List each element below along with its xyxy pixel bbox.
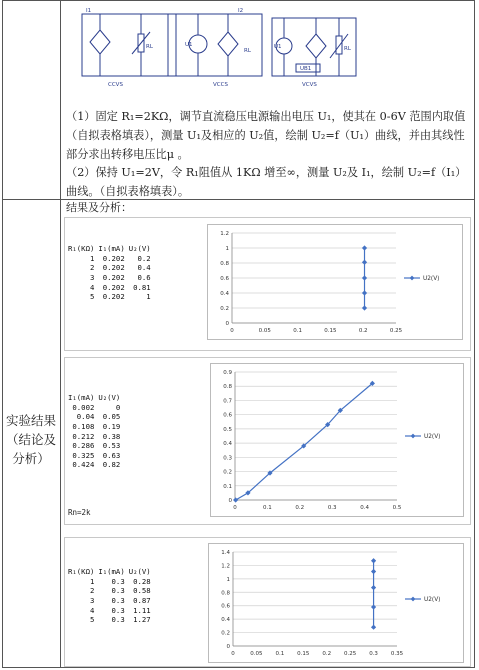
table-cell: 0.3 bbox=[111, 605, 125, 615]
table-row bbox=[66, 403, 122, 413]
x-tick-label: 0.3 bbox=[369, 651, 378, 657]
label-i2: I2 bbox=[238, 8, 244, 14]
table-cell: 5 bbox=[89, 292, 95, 302]
y-tick-label: 0.2 bbox=[223, 469, 232, 476]
label-u1b: U1 bbox=[274, 44, 282, 50]
x-tick-label: 0.1 bbox=[293, 328, 302, 334]
table-cell: 2 bbox=[89, 586, 95, 596]
x-tick-label: 0.1 bbox=[275, 651, 285, 657]
y-tick-label: 0.4 bbox=[220, 291, 229, 297]
x-tick-label: 0.2 bbox=[295, 505, 305, 511]
table-header: I₁(mA) bbox=[68, 393, 95, 403]
label-i1: I1 bbox=[86, 8, 92, 14]
data-point bbox=[371, 625, 376, 630]
table-cell: 4 bbox=[89, 282, 95, 292]
y-tick-label: 1.2 bbox=[220, 231, 229, 237]
data-point bbox=[233, 497, 238, 502]
table-cell: 0.212 bbox=[72, 431, 95, 441]
y-tick-label: 0.6 bbox=[220, 276, 229, 282]
data-table-3 bbox=[66, 567, 153, 625]
y-tick-label: 0.6 bbox=[221, 603, 230, 610]
table-cell: 0.04 bbox=[76, 412, 95, 422]
x-tick-label: 0.2 bbox=[322, 651, 332, 657]
table-header: U₂(V) bbox=[98, 393, 121, 403]
y-tick-label: 0.7 bbox=[223, 398, 232, 405]
table-cell: 3 bbox=[89, 596, 95, 606]
instruction-paragraph-1: （1）固定 R₁=2KΩ，调节直流稳压电源输出电压 U₁，使其在 0-6V 范围内取值（自拟表格填表），测量 U₁及相应的 U₂值，绘制 U₂=f（U₁）曲线，并由其线性部分求出转移电压比μ 。 bbox=[66, 110, 466, 161]
table-cell: 0.05 bbox=[102, 412, 121, 422]
y-tick-label: 0.8 bbox=[220, 261, 229, 267]
table-cell: 0.87 bbox=[133, 596, 151, 606]
data-point bbox=[362, 245, 367, 250]
data-point bbox=[362, 305, 367, 310]
y-tick-label: 0.3 bbox=[223, 455, 232, 462]
x-tick-label: 0.25 bbox=[344, 651, 357, 657]
table-cell: 0.38 bbox=[102, 431, 121, 441]
label-rl-left: RL bbox=[146, 44, 153, 50]
table-cell: 0.63 bbox=[102, 450, 121, 460]
data-point bbox=[362, 275, 367, 280]
table-header: U₂(V) bbox=[128, 244, 151, 254]
x-tick-label: 0.15 bbox=[297, 651, 310, 657]
data-point bbox=[371, 604, 376, 609]
chart-u2-vs-i1-fixed bbox=[207, 224, 463, 340]
data-point bbox=[371, 569, 376, 574]
instruction-paragraph-2: （2）保持 U₁=2V，令 R₁阻值从 1KΩ 增至∞，测量 U₂及 I₁，绘制 U₂=f（I₁）曲线。（自拟表格填表）。 bbox=[66, 166, 467, 198]
label-ub1: UB1 bbox=[300, 66, 312, 72]
table-cell: 0.28 bbox=[133, 576, 151, 586]
y-tick-label: 0.4 bbox=[221, 617, 230, 624]
x-tick-label: 0.15 bbox=[324, 328, 337, 334]
table-cell: 0.2 bbox=[137, 253, 151, 263]
table-cell: 3 bbox=[89, 273, 95, 283]
table-cell: 0.286 bbox=[72, 441, 95, 451]
y-tick-label: 0.6 bbox=[223, 412, 232, 419]
label-rl-right: RL bbox=[244, 48, 251, 54]
data-table-1 bbox=[66, 244, 153, 302]
table-cell: 2 bbox=[89, 263, 95, 273]
label-rl-b: RL bbox=[344, 46, 351, 52]
table-row bbox=[66, 577, 153, 587]
table-cell: 0.4 bbox=[137, 263, 151, 273]
table-row bbox=[66, 282, 153, 292]
x-tick-label: 0 bbox=[230, 328, 234, 334]
table-cell: 0 bbox=[115, 402, 121, 412]
table-cell: 1 bbox=[146, 292, 151, 302]
x-tick-label: 0 bbox=[231, 651, 235, 657]
table-cell: 0.19 bbox=[102, 422, 121, 432]
data-table-2 bbox=[66, 393, 122, 470]
legend-label: U2(V) bbox=[424, 434, 441, 440]
x-tick-label: 0.05 bbox=[258, 328, 271, 334]
legend-label: U2(V) bbox=[424, 597, 441, 603]
table-row bbox=[66, 605, 153, 615]
y-tick-label: 0.4 bbox=[223, 441, 232, 448]
data-point bbox=[371, 585, 376, 590]
table-cell: 0.002 bbox=[72, 402, 95, 412]
legend-label: U2(V) bbox=[423, 276, 440, 282]
results-heading: 结果及分析： bbox=[66, 201, 132, 214]
column-divider bbox=[60, 0, 61, 668]
x-tick-label: 0.5 bbox=[392, 505, 402, 511]
table-cell: 0.202 bbox=[102, 273, 125, 283]
table-cell: 0.58 bbox=[133, 586, 151, 596]
table-cell: 0.81 bbox=[133, 282, 151, 292]
table-cell: 1 bbox=[89, 576, 95, 586]
table-cell: 0.53 bbox=[102, 441, 121, 451]
table-cell: 0.202 bbox=[102, 282, 125, 292]
x-tick-label: 0.05 bbox=[250, 651, 263, 657]
table-cell: 5 bbox=[89, 615, 95, 625]
x-tick-label: 0.25 bbox=[389, 328, 403, 334]
table-row bbox=[66, 431, 122, 441]
y-tick-label: 0.2 bbox=[220, 306, 229, 312]
y-tick-label: 0.1 bbox=[223, 483, 232, 490]
table-header: R₁(KΩ) bbox=[68, 567, 95, 577]
x-tick-label: 0.35 bbox=[390, 651, 404, 657]
table-row bbox=[66, 441, 122, 451]
table-cell: 0.3 bbox=[111, 586, 125, 596]
legend-marker bbox=[411, 597, 416, 602]
label-ccvs: CCVS bbox=[108, 82, 123, 88]
table-cell: 0.202 bbox=[102, 292, 125, 302]
data-point bbox=[362, 290, 367, 295]
table-row bbox=[66, 451, 122, 461]
label-vccs: VCCS bbox=[213, 82, 228, 88]
table-row bbox=[66, 615, 153, 625]
table-header: I₁(mA) bbox=[98, 567, 125, 577]
table-cell: 1.11 bbox=[133, 605, 151, 615]
y-tick-label: 0.5 bbox=[223, 426, 232, 433]
table-row bbox=[66, 412, 122, 422]
x-tick-label: 0.1 bbox=[263, 505, 272, 511]
label-vcvs: VCVS bbox=[302, 82, 317, 88]
table-row bbox=[66, 596, 153, 606]
series-line bbox=[236, 383, 373, 500]
table-row bbox=[66, 263, 153, 273]
table-cell: 0.424 bbox=[72, 460, 95, 470]
x-tick-label: 0.2 bbox=[358, 328, 368, 334]
y-tick-label: 0 bbox=[228, 498, 232, 504]
table-row bbox=[66, 422, 122, 432]
table-row bbox=[66, 460, 122, 470]
controlled-source-circuits bbox=[78, 2, 358, 94]
table-row bbox=[66, 273, 153, 283]
y-tick-label: 0.8 bbox=[221, 590, 230, 597]
table-cell: 0.108 bbox=[72, 422, 95, 432]
table-cell: 1 bbox=[89, 253, 95, 263]
data-point bbox=[371, 558, 376, 563]
table-cell: 1.27 bbox=[133, 615, 151, 625]
label-u1: U1 bbox=[185, 42, 193, 48]
table-row bbox=[66, 254, 153, 264]
legend-marker bbox=[411, 434, 416, 439]
table-cell: 0.82 bbox=[102, 460, 121, 470]
legend-marker bbox=[410, 276, 415, 281]
data-point bbox=[362, 260, 367, 265]
x-tick-label: 0.3 bbox=[327, 505, 337, 511]
y-tick-label: 1 bbox=[225, 246, 229, 252]
table-cell: 0.6 bbox=[137, 273, 151, 283]
y-tick-label: 1 bbox=[226, 576, 230, 583]
table-header: I₁(mA) bbox=[98, 244, 125, 254]
table-row bbox=[66, 586, 153, 596]
y-tick-label: 0.9 bbox=[223, 370, 232, 376]
table-row bbox=[66, 292, 153, 302]
y-tick-label: 0 bbox=[225, 321, 229, 327]
chart-u2-vs-i1-line bbox=[210, 363, 464, 517]
table-cell: 0.325 bbox=[72, 450, 95, 460]
table-cell: 0.3 bbox=[111, 596, 125, 606]
y-tick-label: 0.2 bbox=[221, 630, 230, 637]
table-header: R₁(KΩ) bbox=[68, 244, 95, 254]
y-tick-label: 0.8 bbox=[223, 384, 232, 391]
chart-u2-fixed-03 bbox=[208, 543, 464, 663]
table-cell: 0.3 bbox=[111, 615, 125, 625]
table-cell: 0.3 bbox=[111, 576, 125, 586]
y-tick-label: 0 bbox=[226, 644, 230, 650]
table-header: U₂(V) bbox=[128, 567, 151, 577]
table-cell: 0.202 bbox=[102, 263, 125, 273]
x-tick-label: 0.4 bbox=[360, 505, 369, 511]
rn-note: Rn=2k bbox=[68, 508, 91, 517]
table-cell: 0.202 bbox=[102, 253, 125, 263]
table-cell: 4 bbox=[89, 605, 95, 615]
y-tick-label: 1.4 bbox=[221, 550, 230, 556]
x-tick-label: 0 bbox=[233, 505, 237, 511]
y-tick-label: 1.2 bbox=[221, 563, 230, 570]
section-label: 实验结果（结论及分析） bbox=[5, 413, 56, 466]
